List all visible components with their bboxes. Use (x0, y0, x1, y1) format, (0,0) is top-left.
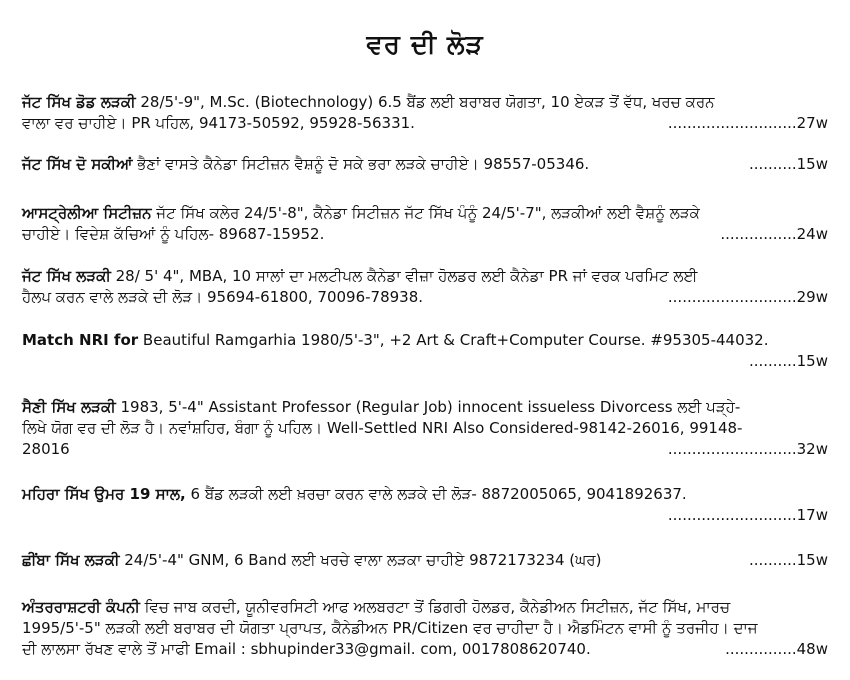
ad-text: ਭੈਣਾਂ ਵਾਸਤੇ ਕੈਨੇਡਾ ਸਿਟੀਜ਼ਨ ਵੈਸ਼ਨੂੰ ਦੋ ਸਕੇ ਭਰਾ ਲੜਕੇ ਚਾਹੀਏ। 98557-05346. (132, 155, 590, 173)
ad-lead: ਆਸਟ੍ਰੇਲੀਆ ਸਿਟੀਜ਼ਨ (22, 204, 152, 222)
ad-lead: ਸੈਣੀ ਸਿੱਖ ਲੜਕੀ (22, 398, 116, 416)
ad-code: 15w (796, 551, 828, 569)
ad-lead: ਮਹਿਰਾ ਸਿੱਖ ਉਮਰ 19 ਸਾਲ, (22, 485, 186, 503)
ad-line (22, 484, 828, 505)
classified-ad (22, 397, 828, 460)
classified-ad (22, 550, 828, 571)
ad-text: 1983, 5'-4" Assistant Professor (Regular Job) innocent issueless Divorcess ਲਈ ਪੜ੍ਹੇ- (115, 398, 741, 416)
classified-ad (22, 92, 828, 134)
ad-code: 32w (796, 440, 828, 458)
ad-leader-dots: ........................... (667, 114, 797, 132)
ad-line (22, 92, 828, 113)
classified-ad (22, 484, 828, 526)
ad-lead: ਜੱਟ ਸਿੱਖ ਲੜਕੀ (22, 267, 111, 285)
ad-text: 24/5'-4" GNM, 6 Band ਲਈ ਖਰਚੇ ਵਾਲਾ ਲੜਕਾ ਚਾਹੀਏ 9872173234 (ਘਰ) (119, 551, 602, 569)
ad-code: 17w (796, 506, 828, 524)
ad-leader-dots: .......... (748, 551, 797, 569)
ad-lead: ਅੰਤਰਰਾਸ਼ਟਰੀ ਕੰਪਨੀ (22, 598, 140, 616)
ad-code: 48w (796, 640, 828, 658)
classified-ad (22, 154, 828, 175)
ad-text: ਹੈਲਪ ਕਰਨ ਵਾਲੇ ਲੜਕੇ ਦੀ ਲੋੜ। 95694-61800, 70096-78938. (22, 288, 424, 306)
ad-line (22, 287, 828, 308)
ad-text: 28/5'-9", M.Sc. (Biotechnology) 6.5 ਬੈਂਡ ਲਈ ਬਰਾਬਰ ਯੋਗਤਾ, 10 ਏਕੜ ਤੋਂ ਵੱਧ, ਖਰਚ ਕਰਨ (135, 93, 715, 111)
ad-text: 6 ਬੈਂਡ ਲੜਕੀ ਲਈ ਖ਼ਰਚਾ ਕਰਨ ਵਾਲੇ ਲੜਕੇ ਦੀ ਲੋੜ- 8872005065, 9041892637. (185, 485, 687, 503)
ad-line (22, 203, 828, 224)
ad-code: 15w (796, 155, 828, 173)
ad-line (22, 351, 828, 372)
classified-ad (22, 597, 828, 660)
ad-leader-dots: ................ (720, 225, 797, 243)
ad-line: ਲਿਖੇ ਯੋਗ ਵਰ ਦੀ ਲੋੜ ਹੈ। ਨਵਾਂਸ਼ਹਿਰ, ਬੰਗਾ ਨੂੰ ਪਹਿਲ। Well-Settled NRI Also Considered-98142-26016, 99148- (22, 419, 743, 437)
ad-leader-dots: ........................... (667, 506, 797, 524)
page-title: ਵਰ ਦੀ ਲੋੜ (366, 30, 484, 60)
classified-ad (22, 203, 828, 245)
classified-ad (22, 266, 828, 308)
ad-leader-dots: ........................... (667, 288, 797, 306)
ad-text: 28/ 5' 4", MBA, 10 ਸਾਲਾਂ ਦਾ ਮਲਟੀਪਲ ਕੈਨੇਡਾ ਵੀਜ਼ਾ ਹੋਲਡਰ ਲਈ ਕੈਨੇਡਾ PR ਜਾਂ ਵਰਕ ਪਰਮਿਟ ਲਈ (110, 267, 698, 285)
ad-code: 27w (796, 114, 828, 132)
ad-leader-dots: ............... (725, 640, 797, 658)
ad-line (22, 224, 828, 245)
ad-text: ਦੀ ਲਾਲਸਾ ਰੱਖਣ ਵਾਲੇ ਤੋਂ ਮਾਫੀ Email : sbhupinder33@gmail. com, 0017808620740. (22, 640, 591, 658)
ad-code: 29w (796, 288, 828, 306)
ad-line (22, 113, 828, 134)
ad-lead: Match NRI for (22, 331, 139, 349)
ad-text: ਚਾਹੀਏ। ਵਿਦੇਸ਼ ਕੱਚਿਆਂ ਨੂੰ ਪਹਿਲ- 89687-15952. (22, 225, 325, 243)
ad-line (22, 505, 828, 526)
ad-line (22, 550, 828, 571)
ad-line: 1995/5'-5" ਲੜਕੀ ਲਈ ਬਰਾਬਰ ਦੀ ਯੋਗਤਾ ਪ੍ਰਾਪਤ, ਕੈਨੇਡੀਅਨ PR/Citizen ਵਰ ਚਾਹੀਦਾ ਹੈ। ਐਡਮਿੰਟਨ ਵਾਸੀ ਨੂੰ ਤਰਜੀਹ। ਦਾਜ (22, 619, 758, 637)
ad-leader-dots: ........................... (667, 440, 797, 458)
ad-text: ਜੱਟ ਸਿੱਖ ਕਲੇਰ 24/5'-8", ਕੈਨੇਡਾ ਸਿਟੀਜ਼ਨ ਜੱਟ ਸਿੱਖ ਪੰਨੂੰ 24/5'-7", ਲੜਕੀਆਂ ਲਈ ਵੈਸ਼ਨੂੰ ਲੜਕੇ (151, 204, 700, 222)
ad-text: Beautiful Ramgarhia 1980/5'-3", +2 Art & Craft+Computer Course. #95305-44032. (138, 331, 769, 349)
ad-lead: ਜੱਟ ਸਿੱਖ ਦੋ ਸਕੀਆਂ (22, 155, 133, 173)
ad-code: 24w (796, 225, 828, 243)
ad-line (22, 639, 828, 660)
ad-code: 15w (796, 352, 828, 370)
ad-line (22, 330, 828, 351)
ad-lead: ਜੱਟ ਸਿੱਖ ਡੋਡ ਲੜਕੀ (22, 93, 136, 111)
ad-text: ਵਾਲਾ ਵਰ ਚਾਹੀਏ। PR ਪਹਿਲ, 94173-50592, 95928-56331. (22, 114, 415, 132)
ad-lead: ਛੀਂਬਾ ਸਿੱਖ ਲੜਕੀ (22, 551, 120, 569)
ad-line (22, 439, 828, 460)
ad-line (22, 397, 828, 418)
ad-line (22, 266, 828, 287)
ad-line (22, 597, 828, 618)
ad-leader-dots: .......... (748, 155, 797, 173)
ad-line (22, 154, 828, 175)
ad-leader-dots: .......... (748, 352, 797, 370)
ad-text: ਵਿਚ ਜਾਬ ਕਰਦੀ, ਯੂਨੀਵਰਸਿਟੀ ਆਫ ਅਲਬਰਟਾ ਤੋਂ ਡਿਗਰੀ ਹੋਲਡਰ, ਕੈਨੇਡੀਅਨ ਸਿਟੀਜ਼ਨ, ਜੱਟ ਸਿੱਖ, ਮਾਰਚ (139, 598, 731, 616)
classified-ad (22, 330, 828, 372)
ad-text: 28016 (22, 440, 70, 458)
